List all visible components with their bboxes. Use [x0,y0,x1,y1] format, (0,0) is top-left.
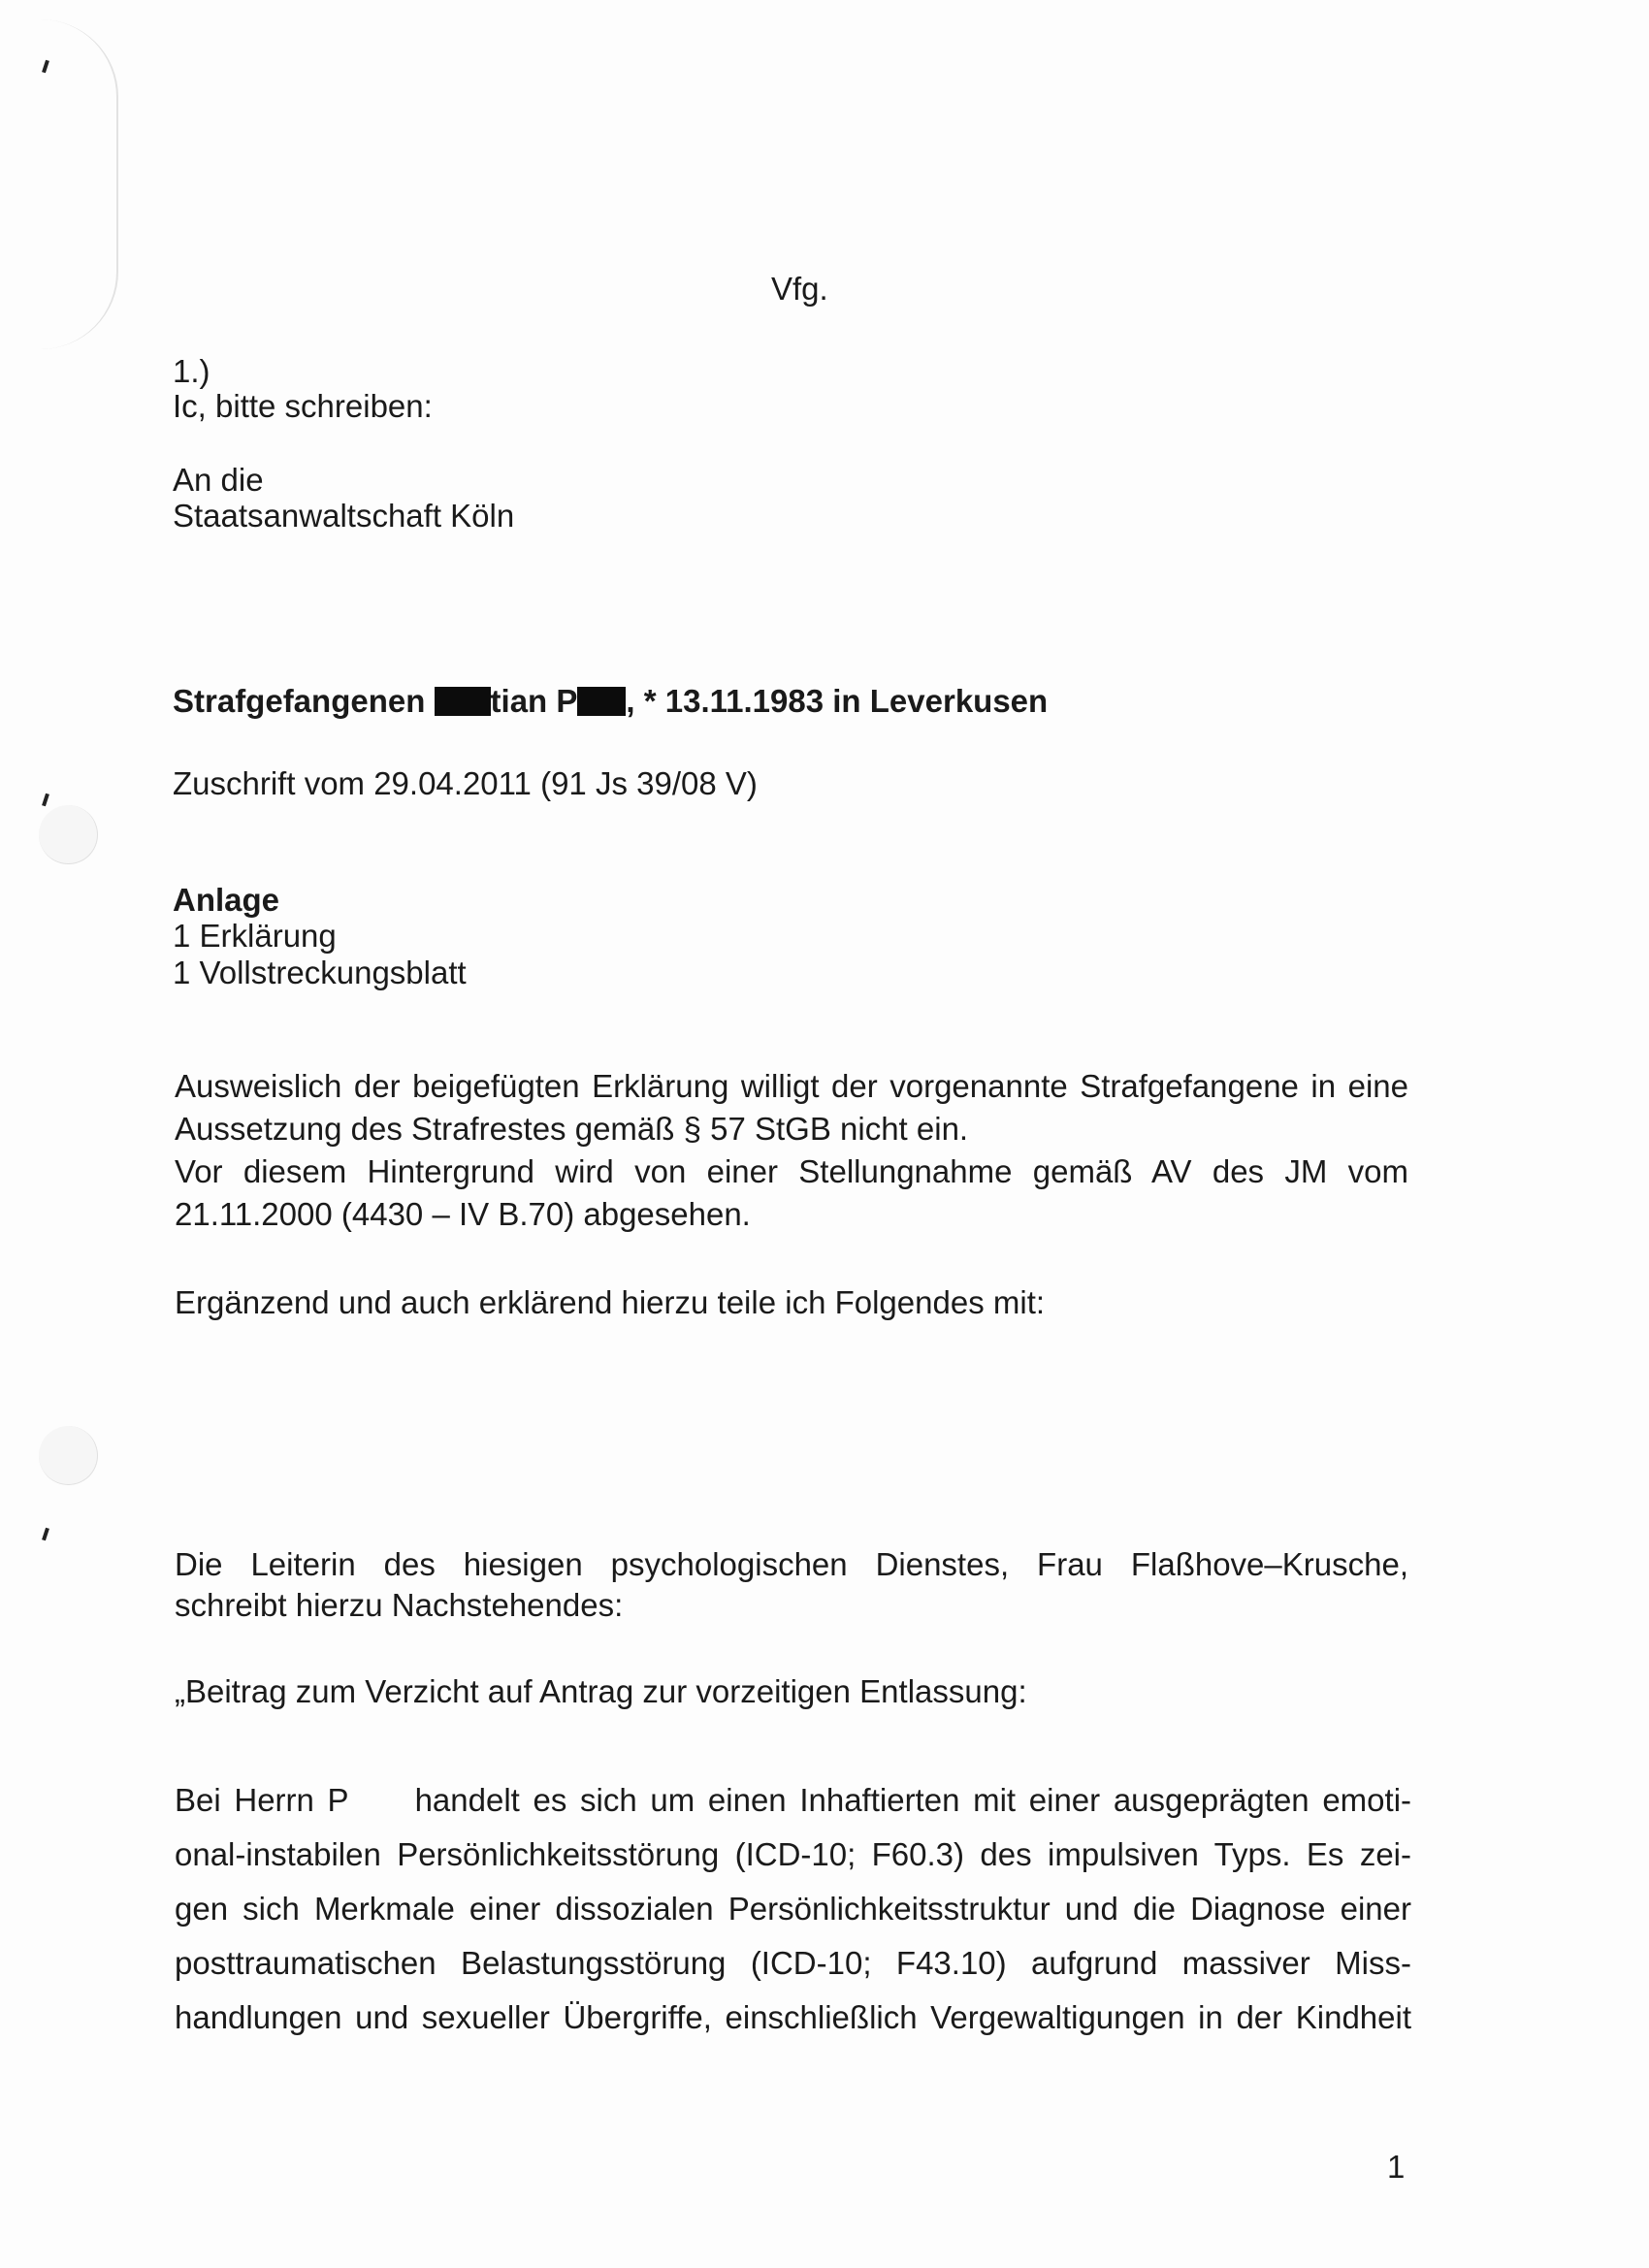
reference-line: Zuschrift vom 29.04.2011 (91 Js 39/08 V) [173,765,758,801]
quote-line: gen sich Merkmale einer dissozialen Persönlichkeitsstruktur und die Diagnose einer [175,1891,1411,1927]
paragraph-line: Vor diesem Hintergrund wird von einer Stellungnahme gemäß AV des JM vom [175,1153,1408,1189]
quote-line [175,1773,1411,1828]
punch-hole-top [39,805,98,864]
quote-line: onal-instabilen Persönlichkeitsstörung (ICD-10; F60.3) des impulsiven Typs. Es zei- [175,1836,1411,1872]
quote-body [175,1773,1411,2045]
recipient-line-1: An die [173,462,264,498]
paragraph-psych-service [175,1544,1408,1626]
attachment-item-2: 1 Vollstreckungsblatt [173,955,467,990]
attachment-item-1: 1 Erklärung [173,918,337,954]
page-number: 1 [1387,2149,1406,2185]
paragraph-line: Aussetzung des Strafrestes gemäß § 57 StGB nicht ein. [175,1111,969,1147]
quote-first-line-rest: handelt es sich um einen Inhaftierten mit einer ausgeprägten emoti- [414,1782,1412,1818]
redaction-surname [577,687,626,716]
paragraph-line: 21.11.2000 (4430 – IV B.70) abgesehen. [175,1196,751,1232]
subject-prefix: Strafgefangenen [173,683,426,719]
paragraph-consent [175,1065,1408,1236]
document-title: Vfg. [771,271,828,307]
subject-birth: , * 13.11.1983 in Leverkusen [626,683,1049,719]
margin-mark-3 [42,1528,49,1541]
paragraph-supplement: Ergänzend und auch erklärend hierzu teile ich Folgendes mit: [175,1284,1046,1320]
punch-hole-bottom [39,1426,98,1485]
paragraph-line: Ausweislich der beigefügten Erklärung willigt der vorgenannte Strafgefangene in eine [175,1068,1408,1104]
writing-instruction: Ic, bitte schreiben: [173,388,433,424]
recipient-line-2: Staatsanwaltschaft Köln [173,498,515,534]
subject-name-part: tian [490,683,548,719]
quote-line: posttraumatischen Belastungsstörung (ICD-10; F43.10) aufgrund massiver Miss- [175,1945,1411,1981]
page-edge-scan-artifact [39,19,118,349]
paragraph-line: Die Leiterin des hiesigen psychologischen Dienstes, Frau Flaßhove–Krusche, [175,1546,1408,1582]
quote-first-line-start: Bei Herrn P [175,1782,349,1818]
attachments-heading: Anlage [173,882,280,918]
item-number: 1.) [173,353,210,389]
quote-line: handlungen und sexueller Übergriffe, einschließlich Vergewaltigungen in der Kindheit [175,1999,1411,2035]
redaction-first-name [435,687,491,716]
subject-line [173,682,1048,721]
subject-surname-initial: P [556,683,578,719]
margin-mark-2 [42,794,49,807]
quote-title: „Beitrag zum Verzicht auf Antrag zur vorzeitigen Entlassung: [175,1673,1027,1709]
paragraph-line: schreibt hierzu Nachstehendes: [175,1587,624,1623]
